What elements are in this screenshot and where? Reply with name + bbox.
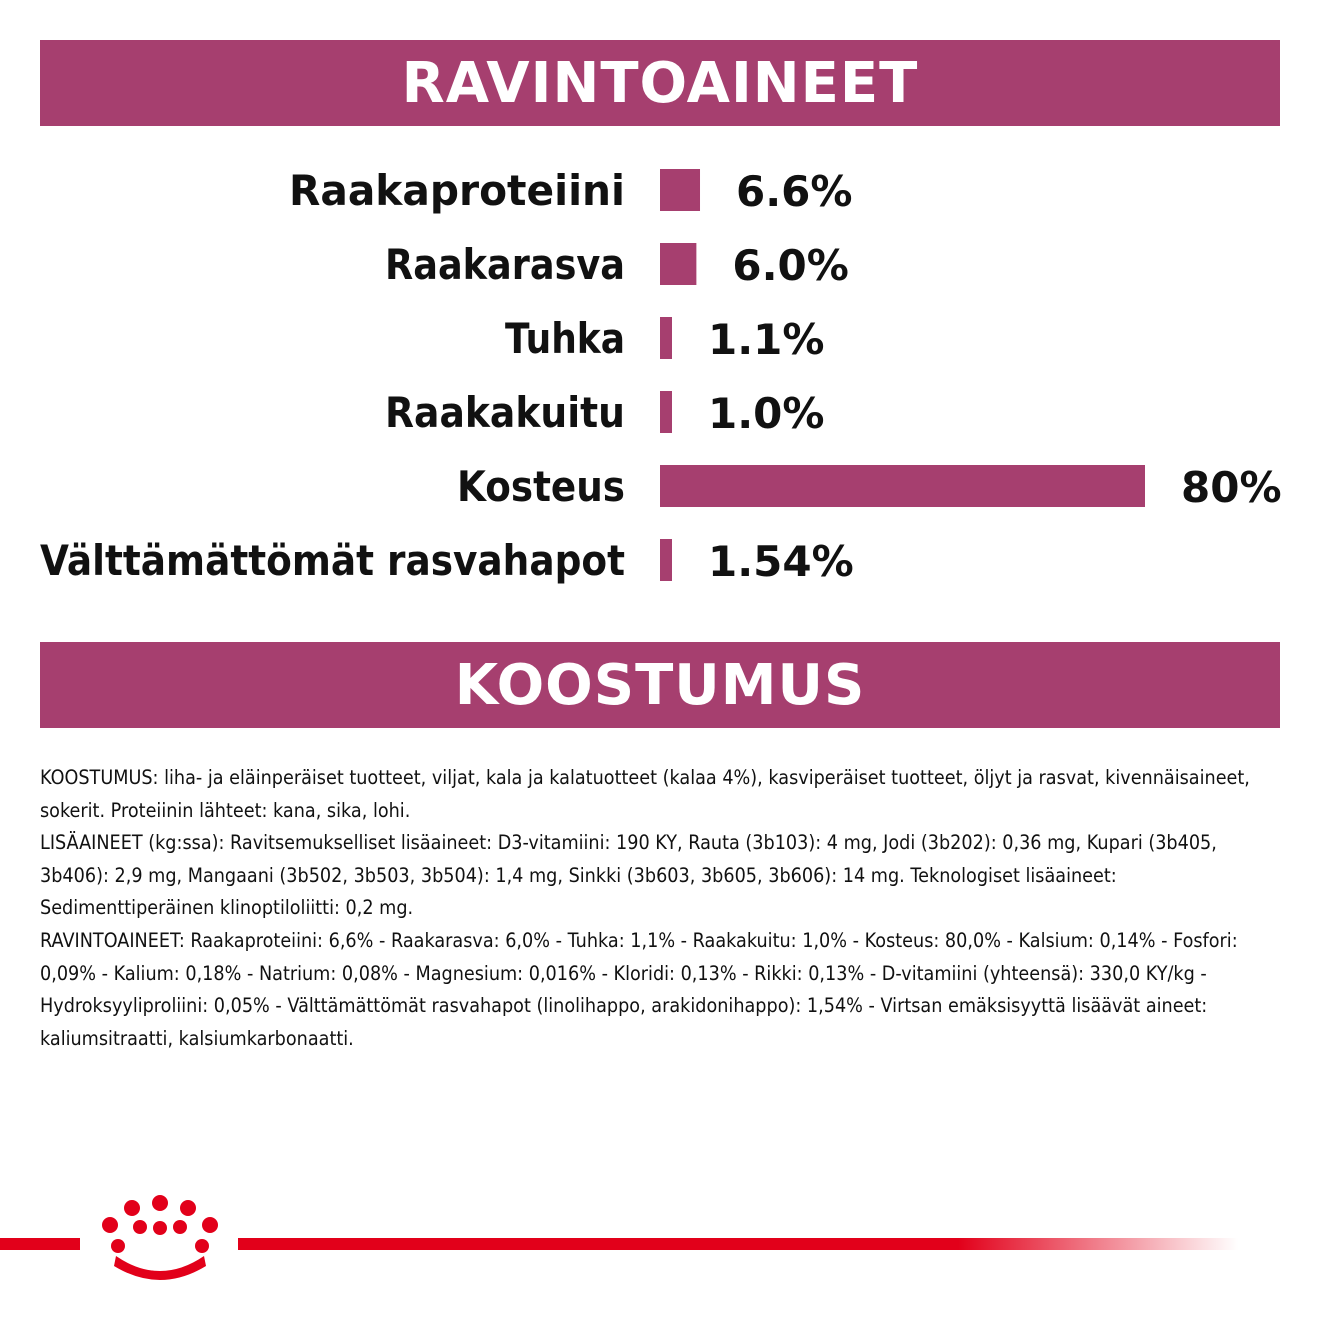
value-label: 1.1% xyxy=(708,315,825,364)
bar xyxy=(660,391,672,433)
nutrients-paragraph: RAVINTOAINEET: Raakaproteiini: 6,6% - Raakarasva: 6,0% - Tuhka: 1,1% - Raakakuitu: 1,0% - Kosteus: 80,0% - Kalsium: 0,14% - Fosfori: 0,09% - Kalium: 0,18% - Natrium: 0,08% - Magnesium: 0,016% - Kloridi: 0,13% - Rikki: 0,13% - D-vitamiini (yhteensä): 330,0 KY/kg - Hydroksyyliproliini: 0,05% - Välttämättömät rasvahapot (linolihappo, arakidonihappo): 1,54% - Virtsan emäksisyyttä lisäävät aineet: kaliumsitraatti, kalsiumkarbonaatti. xyxy=(40,928,1238,1050)
composition-text xyxy=(40,762,1273,1055)
nutrients-header-title: RAVINTOAINEET xyxy=(401,50,919,116)
bar xyxy=(660,243,696,285)
bar xyxy=(660,465,1145,507)
bar xyxy=(660,169,700,211)
category-label: Raakaproteiini xyxy=(289,166,625,215)
value-label: 80% xyxy=(1181,463,1282,512)
brand-footer xyxy=(0,1190,1320,1310)
bar xyxy=(660,539,672,581)
value-label: 6.6% xyxy=(736,167,853,216)
additives-paragraph: LISÄAINEET (kg:ssa): Ravitsemukselliset lisäaineet: D3-vitamiini: 190 KY, Rauta (3b103): 4 mg, Jodi (3b202): 0,36 mg, Kupari (3b405, 3b406): 2,9 mg, Mangaani (3b502, 3b503, 3b504): 1,4 mg, Sinkki (3b603, 3b605, 3b606): 14 mg. Teknologiset lisäaineet: Sedimenttiperäinen klinoptiloliitti: 0,2 mg. xyxy=(40,831,1217,920)
bar xyxy=(660,317,672,359)
footer-line-right xyxy=(238,1238,1238,1250)
category-label: Kosteus xyxy=(457,462,625,511)
footer-line-left xyxy=(0,1238,80,1250)
category-label: Raakarasva xyxy=(385,240,625,289)
crown-icon xyxy=(102,1195,218,1280)
category-label: Tuhka xyxy=(505,314,625,363)
value-label: 6.0% xyxy=(732,241,849,290)
category-label: Välttämättömät rasvahapot xyxy=(40,536,625,585)
composition-paragraph: KOOSTUMUS: liha- ja eläinperäiset tuotteet, viljat, kala ja kalatuotteet (kalaa 4%), kasviperäiset tuotteet, öljyt ja rasvat, kivennäisaineet, sokerit. Proteiinin lähteet: kana, sika, lohi. xyxy=(40,766,1250,822)
category-label: Raakakuitu xyxy=(385,388,625,437)
composition-header-title: KOOSTUMUS xyxy=(454,652,866,718)
nutrients-header xyxy=(40,40,1280,126)
value-label: 1.0% xyxy=(708,389,825,438)
value-label: 1.54% xyxy=(708,537,854,586)
nutrient-bar-chart xyxy=(0,150,1320,600)
composition-header xyxy=(40,642,1280,728)
